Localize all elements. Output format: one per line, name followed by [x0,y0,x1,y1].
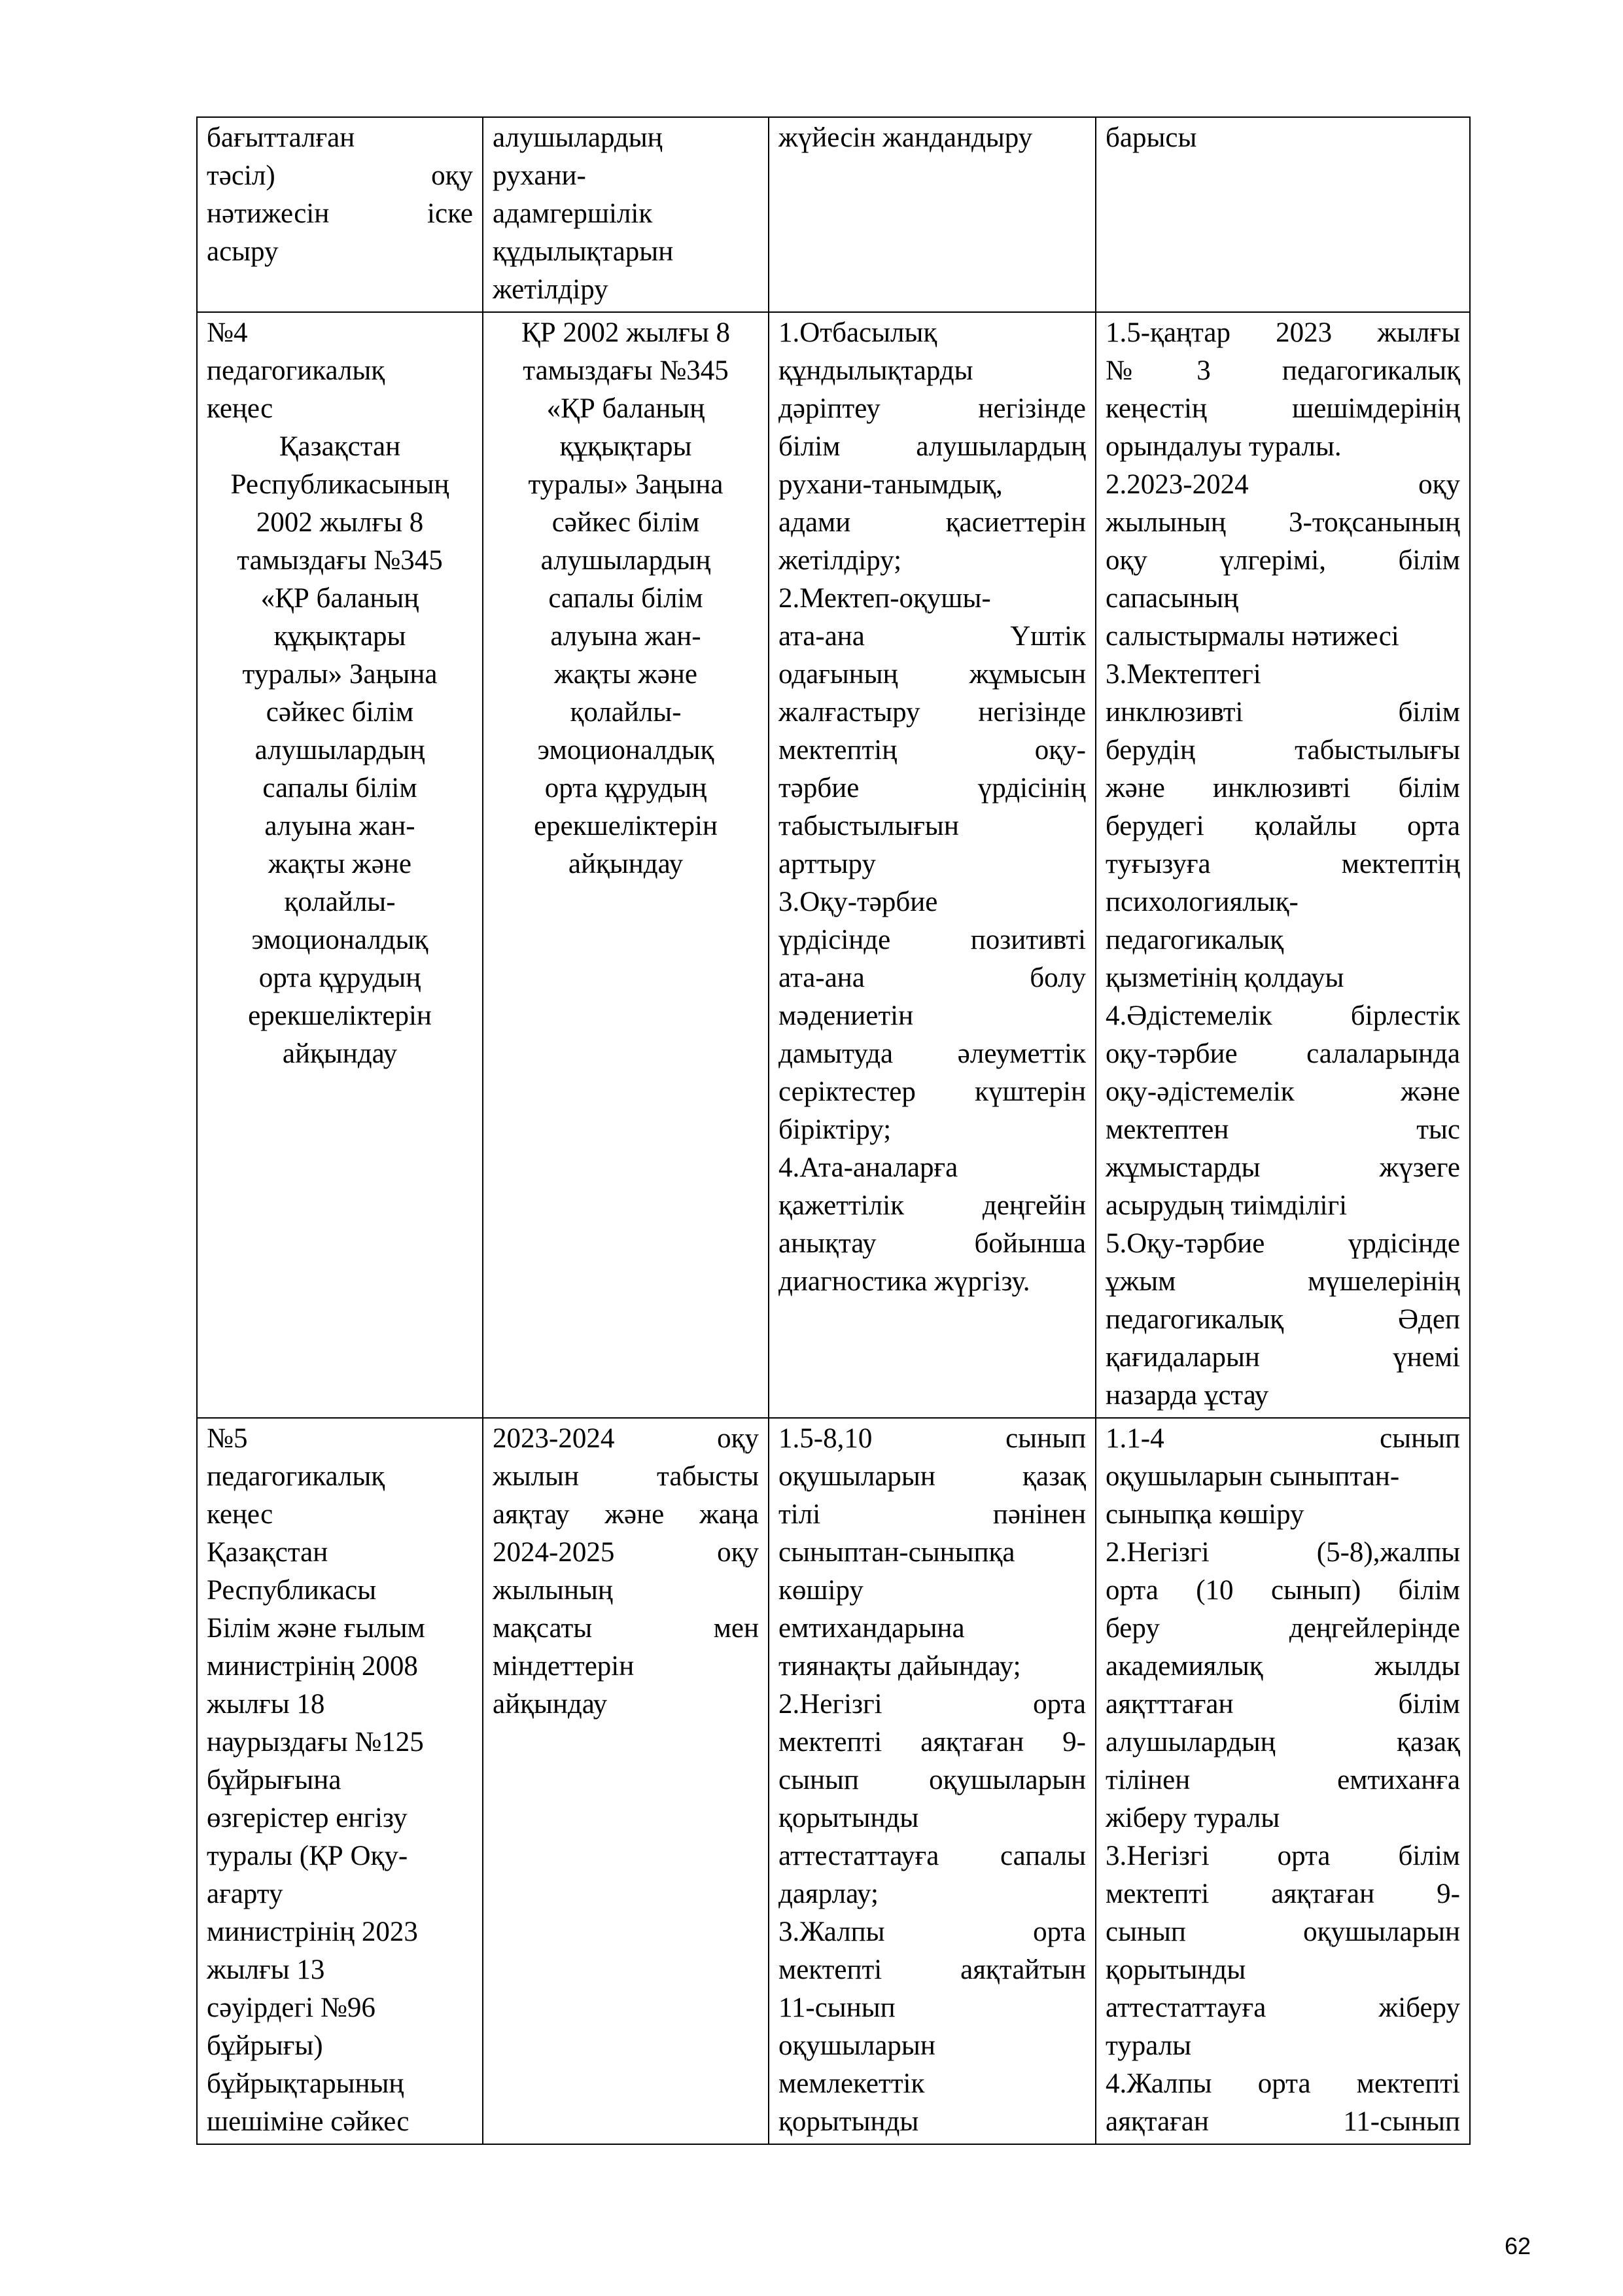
cell-text-line: сапалы білім [548,583,703,614]
cell-text-line: тәрбие үрдісінің [778,773,1086,804]
cell-text-line: 2.Негізгі орта [778,1689,1086,1720]
cell-text-line: диагностика жүргізу. [778,1266,1030,1297]
table-cell [197,1418,483,2144]
cell-text-line: жалғастыру негізінде [778,697,1086,728]
cell-text-line: қорытынды [778,2106,919,2137]
cell-text-line: қорытынды [1106,1954,1246,1985]
cell-text-line: тәсіл) оқу [207,160,473,191]
cell-text-line: бұйрықтарының [207,2068,404,2099]
cell-text-line: мақсаты мен [493,1613,759,1644]
cell-text-line: сыныптан-сыныпқа [778,1537,1015,1568]
cell-text-line: жақты және [553,659,697,690]
cell-text-line: Қазақстан [279,431,401,462]
cell-text-line: министрінің 2008 [207,1651,418,1682]
cell-text-line: ата-ана болу [778,963,1086,993]
cell-text-line: 11-сынып [778,1992,896,2023]
cell-text-line: орта құрудың [258,963,421,993]
cell-text-line: орта (10 сынып) білім [1106,1575,1460,1606]
cell-text-line: дәріптеу негізінде [778,393,1086,424]
cell-text-line: тиянақты дайындау; [778,1651,1021,1682]
cell-text-line: шешіміне сәйкес [207,2106,410,2137]
cell-text-line: алушылардың қазақ [1106,1727,1460,1757]
table-row [197,117,1470,312]
cell-text-line: аттестаттауға жіберу [1106,1992,1460,2023]
cell-text-line: жылының 3-тоқсанының [1106,507,1460,538]
cell-text-line: 3.Негізгі орта білім [1106,1841,1460,1871]
table-cell [197,117,483,312]
cell-text-line: туралы [1106,2030,1192,2061]
cell-text-line: №5 [207,1423,248,1454]
cell-text-line: білім алушылардың [778,431,1086,462]
cell-text-line: құқықтары [559,431,692,462]
cell-text-line: анықтау бойынша [778,1228,1086,1259]
table-cell [483,312,769,1418]
cell-text-line: педагогикалық [207,1461,385,1492]
document-table [196,116,1471,2145]
cell-text-line: беру деңгейлерінде [1106,1613,1460,1644]
cell-text-line: рухани- [493,160,586,191]
cell-text-line: 1.5-8,10 сынып [778,1423,1086,1454]
cell-text-line: бағытталған [207,122,355,153]
cell-text-line: тамыздағы №345 [237,545,443,576]
cell-text-line: асыру [207,236,279,267]
cell-text-line: аяқтттаған білім [1106,1689,1460,1720]
cell-text-line: 3.Оқу-тәрбие [778,887,938,917]
cell-text-line: мектепті аяқтаған 9- [1106,1879,1460,1909]
cell-text-line: жылғы 18 [207,1689,325,1720]
cell-text-line: алуына жан- [550,621,701,652]
cell-text-line: 2.Негізгі (5-8),жалпы [1106,1537,1460,1568]
cell-text-line: мектепті аяқтайтын [778,1954,1086,1985]
cell-text-line: министрінің 2023 [207,1916,418,1947]
cell-text-line: Білім және ғылым [207,1613,425,1644]
cell-text-line: көшіру [778,1575,864,1606]
cell-text-line: ҚР 2002 жылғы 8 [521,317,730,348]
cell-text-line: академиялық жылды [1106,1651,1460,1682]
cell-text-line: №3 педагогикалық [1106,355,1460,386]
cell-text-line: қағидаларын үнемі [1106,1342,1460,1373]
cell-text-line: жұмыстарды жүзеге [1106,1152,1460,1183]
cell-text-line: инклюзивті білім [1106,697,1460,728]
cell-text-line: 2.2023-2024 оқу [1106,469,1460,500]
cell-text-line: 1.5-қаңтар 2023 жылғы [1106,317,1460,348]
cell-text-line: жетілдіру [493,274,608,305]
cell-text-line: орындалуы туралы. [1106,431,1342,462]
cell-text-line: табыстылығын [778,811,959,841]
cell-text-line: айқындау [493,1689,608,1720]
cell-text-line: №4 [207,317,248,348]
table-row [197,1418,1470,2144]
cell-text-line: рухани-танымдық, [778,469,1003,500]
cell-text-line: алушылардың [540,545,711,576]
cell-text-line: эмоционалдық [537,735,714,766]
cell-text-line: эмоционалдық [251,925,428,955]
cell-text-line: құқықтары [273,621,406,652]
cell-text-line: жылының [493,1575,613,1606]
cell-text-line: қолайлы- [284,887,396,917]
cell-text-line: ағарту [207,1879,283,1909]
cell-text-line: орта құрудың [544,773,707,804]
cell-text-line: 1.Отбасылық [778,317,937,348]
cell-text-line: құдылықтарын [493,236,674,267]
cell-text-line: 1.1-4 сынып [1106,1423,1460,1454]
cell-text-line: Республикасы [207,1575,377,1606]
table-cell [769,117,1096,312]
cell-text-line: 2002 жылғы 8 [256,507,424,538]
cell-text-line: аяқтау және жаңа [493,1499,759,1530]
cell-text-line: педагогикалық [1106,925,1284,955]
cell-text-line: біріктіру; [778,1114,892,1145]
cell-text-line: берудің табыстылығы [1106,735,1460,766]
cell-text-line: ерекшеліктерін [534,811,718,841]
cell-text-line: кеңес [207,393,273,424]
cell-text-line: жүйесін жандандыру [778,122,1033,153]
cell-text-line: кеңес [207,1499,273,1530]
cell-text-line: аяқтаған 11-сынып [1106,2106,1460,2137]
table-row [197,312,1470,1418]
cell-text-line: қажеттілік деңгейін [778,1190,1086,1221]
cell-text-line: сыныпқа көшіру [1106,1499,1304,1530]
cell-text-line: сәйкес білім [551,507,700,538]
cell-text-line: салыстырмалы нәтижесі [1106,621,1399,652]
cell-text-line: және инклюзивті білім [1106,773,1460,804]
cell-text-line: сәуірдегі №96 [207,1992,375,2023]
table-cell [1096,1418,1470,2144]
cell-text-line: адами қасиеттерін [778,507,1086,538]
cell-text-line: кеңестің шешімдерінің [1106,393,1460,424]
cell-text-line: оқу-әдістемелік және [1106,1076,1460,1107]
cell-text-line: қызметінің қолдауы [1106,963,1344,993]
cell-text-line: оқу үлгерімі, білім [1106,545,1460,576]
cell-text-line: оқушыларын сыныптан- [1106,1461,1400,1492]
cell-text-line: даярлау; [778,1879,879,1909]
cell-text-line: оқушыларын [778,2030,935,2061]
cell-text-line: сынып оқушыларын [778,1765,1086,1795]
cell-text-line: арттыру [778,849,876,879]
cell-text-line: ұжым мүшелерінің [1106,1266,1460,1297]
cell-text-line: назарда ұстау [1106,1380,1269,1411]
cell-text-line: жетілдіру; [778,545,902,576]
cell-text-line: туралы (ҚР Оқу- [207,1841,408,1871]
cell-text-line: алушылардың [493,122,663,153]
cell-text-line: асырудың тиімділігі [1106,1190,1348,1221]
cell-text-line: міндеттерін [493,1651,635,1682]
cell-text-line: сәйкес білім [266,697,414,728]
cell-text-line: оқушыларын қазақ [778,1461,1086,1492]
table-cell [769,1418,1096,2144]
cell-text-line: 2.Мектеп-оқушы- [778,583,991,614]
cell-text-line: тілі пәнінен [778,1499,1086,1530]
cell-text-line: жіберу туралы [1106,1803,1280,1833]
cell-text-line: мектептің оқу- [778,735,1086,766]
table-cell [769,312,1096,1418]
cell-text-line: барысы [1106,122,1197,153]
cell-text-line: 2023-2024 оқу [493,1423,759,1454]
cell-text-line: Республикасының [230,469,449,500]
cell-text-line: алуына жан- [264,811,415,841]
cell-text-line: жақты және [268,849,411,879]
cell-text-line: серіктестер күштерін [778,1076,1086,1107]
cell-text-line: бұйрығы) [207,2030,323,2061]
cell-text-line: дамытуда әлеуметтік [778,1038,1086,1069]
table-cell [483,1418,769,2144]
cell-text-line: құндылықтарды [778,355,973,386]
cell-text-line: жылын табысты [493,1461,759,1492]
table-cell [1096,117,1470,312]
cell-text-line: 4.Жалпы орта мектепті [1106,2068,1460,2099]
cell-text-line: 2024-2025 оқу [493,1537,759,1568]
cell-text-line: өзгерістер енгізу [207,1803,408,1833]
table-cell [483,117,769,312]
cell-text-line: қорытынды [778,1803,919,1833]
cell-text-line: педагогикалық Әдеп [1106,1304,1460,1335]
cell-text-line: туралы» Заңына [242,659,438,690]
cell-text-line: наурыздағы №125 [207,1727,424,1757]
cell-text-line: мектепті аяқтаған 9- [778,1727,1086,1757]
cell-text-line: мәдениетін [778,1000,914,1031]
cell-text-line: алушылардың [254,735,425,766]
cell-text-line: мемлекеттік [778,2068,925,2099]
cell-text-line: психологиялық- [1106,887,1299,917]
cell-text-line: ата-ана Үштік [778,621,1086,652]
cell-text-line: нәтижесін іске [207,198,473,229]
cell-text-line: емтихандарына [778,1613,965,1644]
cell-text-line: үрдісінде позитивті [778,925,1086,955]
table-cell [1096,312,1470,1418]
cell-text-line: айқындау [568,849,684,879]
cell-text-line: педагогикалық [207,355,385,386]
cell-text-line: тілінен емтиханға [1106,1765,1460,1795]
cell-text-line: сапасының [1106,583,1239,614]
cell-text-line: «ҚР баланың [260,583,419,614]
table-body [197,117,1470,2144]
cell-text-line: 5.Оқу-тәрбие үрдісінде [1106,1228,1460,1259]
cell-text-line: ерекшеліктерін [248,1000,432,1031]
cell-text-line: туғызуға мектептің [1106,849,1460,879]
cell-text-line: оқу-тәрбие салаларында [1106,1038,1460,1069]
cell-text-line: аттестаттауға сапалы [778,1841,1086,1871]
cell-text-line: мектептен тыс [1106,1114,1460,1145]
cell-text-line: тамыздағы №345 [523,355,729,386]
cell-text-line: сапалы білім [262,773,417,804]
cell-text-line: сынып оқушыларын [1106,1916,1460,1947]
cell-text-line: Қазақстан [207,1537,328,1568]
cell-text-line: қолайлы- [570,697,682,728]
cell-text-line: 4.Әдістемелік бірлестік [1106,1000,1460,1031]
cell-text-line: 3.Мектептегі [1106,659,1261,690]
page-number: 62 [1505,2233,1531,2259]
cell-text-line: жылғы 13 [207,1954,325,1985]
cell-text-line: одағының жұмысын [778,659,1086,690]
cell-text-line: берудегі қолайлы орта [1106,811,1460,841]
cell-text-line: 3.Жалпы орта [778,1916,1086,1947]
cell-text-line: 4.Ата-аналарға [778,1152,958,1183]
cell-text-line: айқындау [282,1038,398,1069]
cell-text-line: туралы» Заңына [528,469,724,500]
cell-text-line: «ҚР баланың [546,393,705,424]
table-cell [197,312,483,1418]
cell-text-line: бұйрығына [207,1765,341,1795]
cell-text-line: адамгершілік [493,198,653,229]
